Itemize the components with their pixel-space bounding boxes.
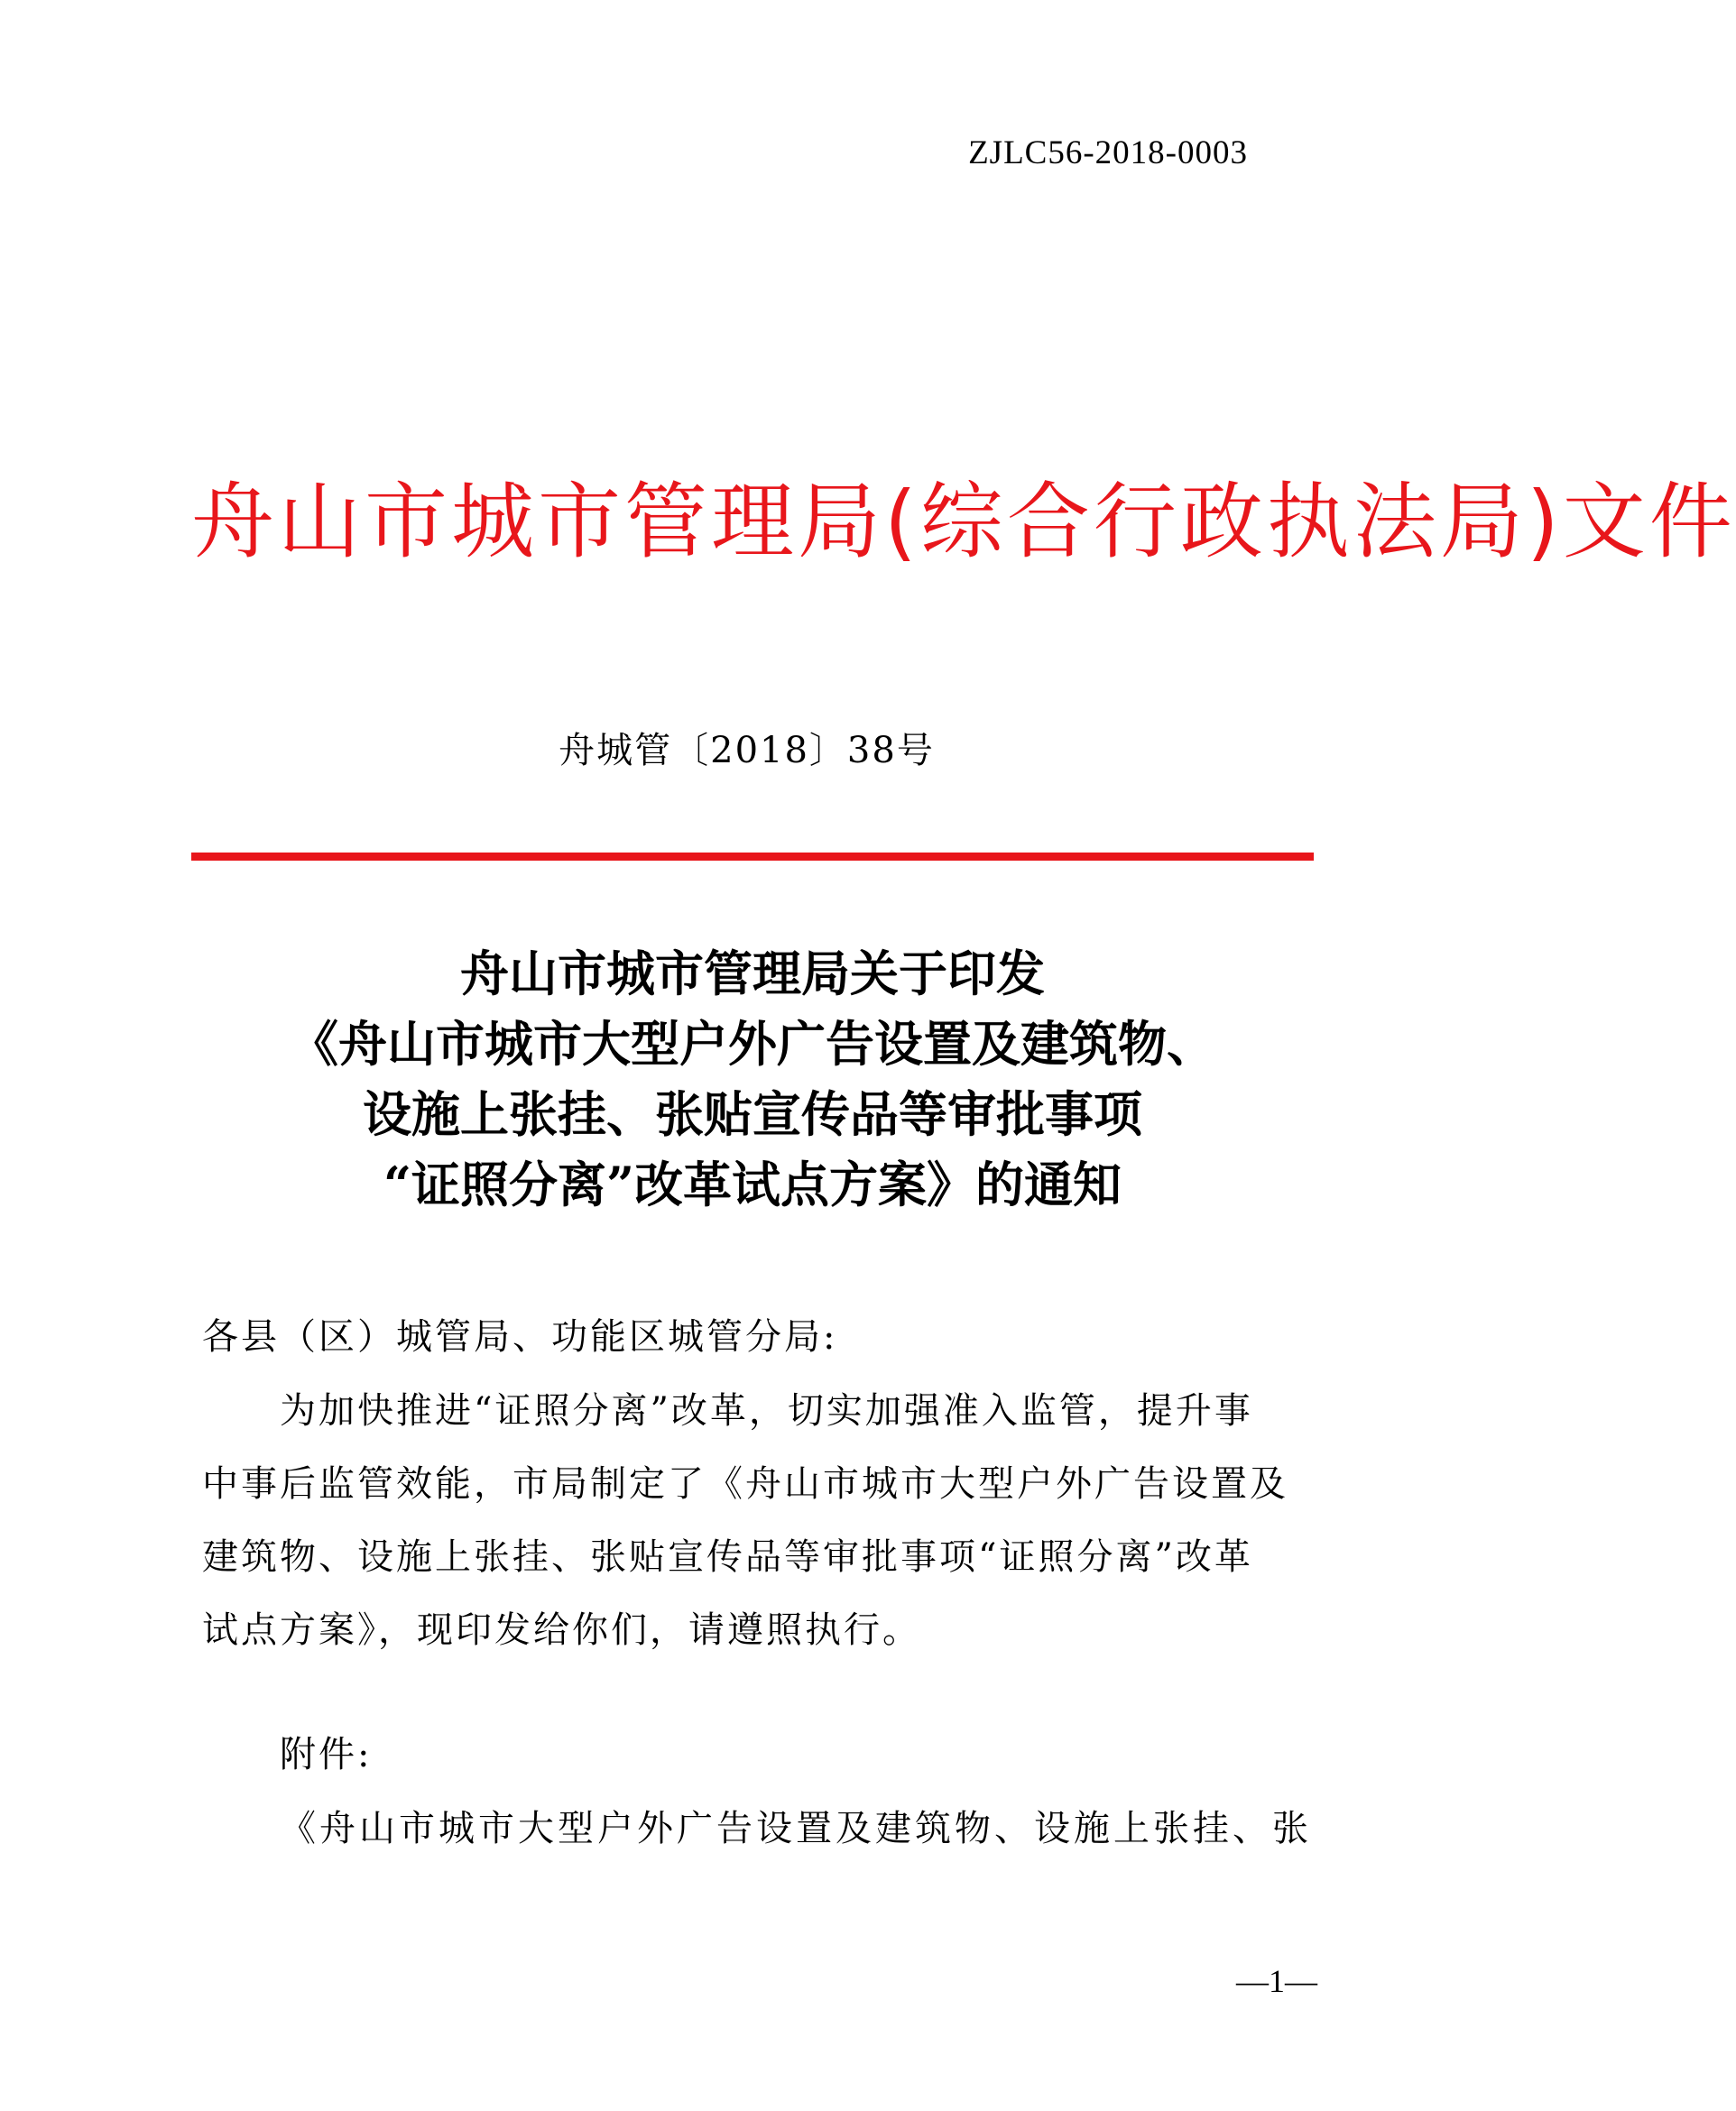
document-code: ZJLC56-2018-0003	[968, 134, 1248, 171]
title-line-1: 舟山市城市管理局关于印发	[460, 945, 1045, 1002]
paragraph-line-1: 为加快推进“证照分离”改革，切实加强准入监管，提升事	[280, 1390, 1253, 1432]
attachment-title: 《舟山市城市大型户外广告设置及建筑物、设施上张挂、张	[280, 1808, 1312, 1849]
page-number: —1—	[1236, 1963, 1317, 1999]
salutation: 各县（区）城管局、功能区城管分局:	[202, 1316, 838, 1358]
body-paragraph	[202, 1375, 1317, 1667]
document-title	[191, 938, 1314, 1220]
title-line-2: 《舟山市城市大型户外广告设置及建筑物、	[290, 1015, 1215, 1073]
paragraph-line-4: 试点方案》，现印发给你们，请遵照执行。	[202, 1609, 921, 1651]
issuing-authority-header: 舟山市城市管理局(综合行政执法局)文件	[191, 474, 1736, 570]
attachment-label: 附件:	[280, 1734, 373, 1775]
document-number: 舟城管〔2018〕38号	[559, 730, 935, 771]
paragraph-line-2: 中事后监管效能，市局制定了《舟山市城市大型户外广告设置及	[202, 1463, 1288, 1505]
paragraph-line-3: 建筑物、设施上张挂、张贴宣传品等审批事项“证照分离”改革	[202, 1536, 1253, 1578]
title-line-3: 设施上张挂、张贴宣传品等审批事项	[363, 1085, 1142, 1143]
title-line-4: “证照分离”改革试点方案》的通知	[383, 1156, 1122, 1213]
red-separator-line	[191, 853, 1314, 861]
